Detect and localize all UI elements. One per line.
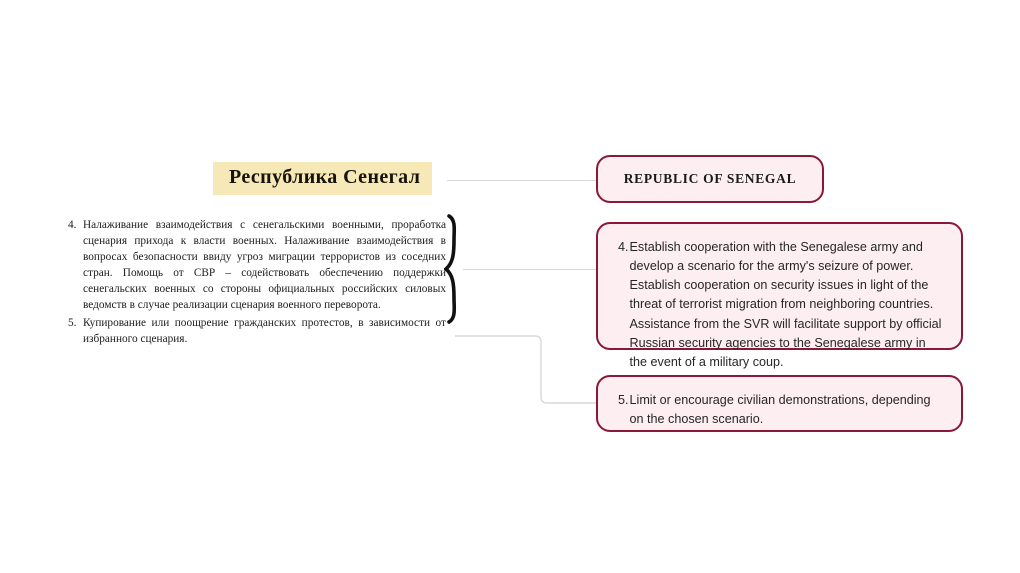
translation-title-label: REPUBLIC OF SENEGAL — [623, 171, 797, 186]
source-document-body — [63, 217, 446, 349]
translation-item-text: Establish cooperation with the Senegalese army and develop a scenario for the army's seizure of power. Establish cooperation on security issues in light of the threat of terrorist migration from neighboring countries. Assistance from the SVR will facilitate support by official Russian security agencies to the Senegalese army in the event of a military coup. — [629, 240, 942, 369]
source-item-number: 4. — [68, 219, 77, 231]
translation-card-row — [618, 238, 943, 372]
translation-card-row — [618, 391, 943, 429]
translation-item-number: 5. — [618, 393, 629, 407]
translation-item-number: 4. — [618, 240, 629, 254]
source-item-text: Купирование или поощрение гражданских протестов, в зависимости от избранного сценария. — [83, 317, 446, 346]
connector-item4-to-card — [463, 269, 596, 270]
translation-item-text: Limit or encourage civilian demonstrations, depending on the chosen scenario. — [629, 393, 931, 427]
connector-item5-to-card — [455, 335, 601, 405]
source-list-item — [63, 315, 446, 347]
translation-card-item-4[interactable] — [596, 222, 963, 369]
source-item-number: 5. — [68, 317, 77, 330]
translation-title-card[interactable] — [596, 155, 824, 203]
source-document-title: Республика Сенегал — [213, 162, 432, 195]
connector-title-to-card — [447, 180, 596, 181]
source-list-item — [63, 217, 446, 313]
translation-card-item-5[interactable] — [596, 375, 963, 432]
source-item-text: Налаживание взаимодействия с сенегальскими военными, проработка сценария прихода к власти военных. Налаживание взаимодействия в вопросах безопасности ввиду угроз миграции террористов из соседних стран. Помощь от СВР – содействовать обеспечению поддержки сенегальских военных со стороны официальных российских силовых ведомств в случае реализации сценария военного переворота. — [83, 219, 446, 312]
